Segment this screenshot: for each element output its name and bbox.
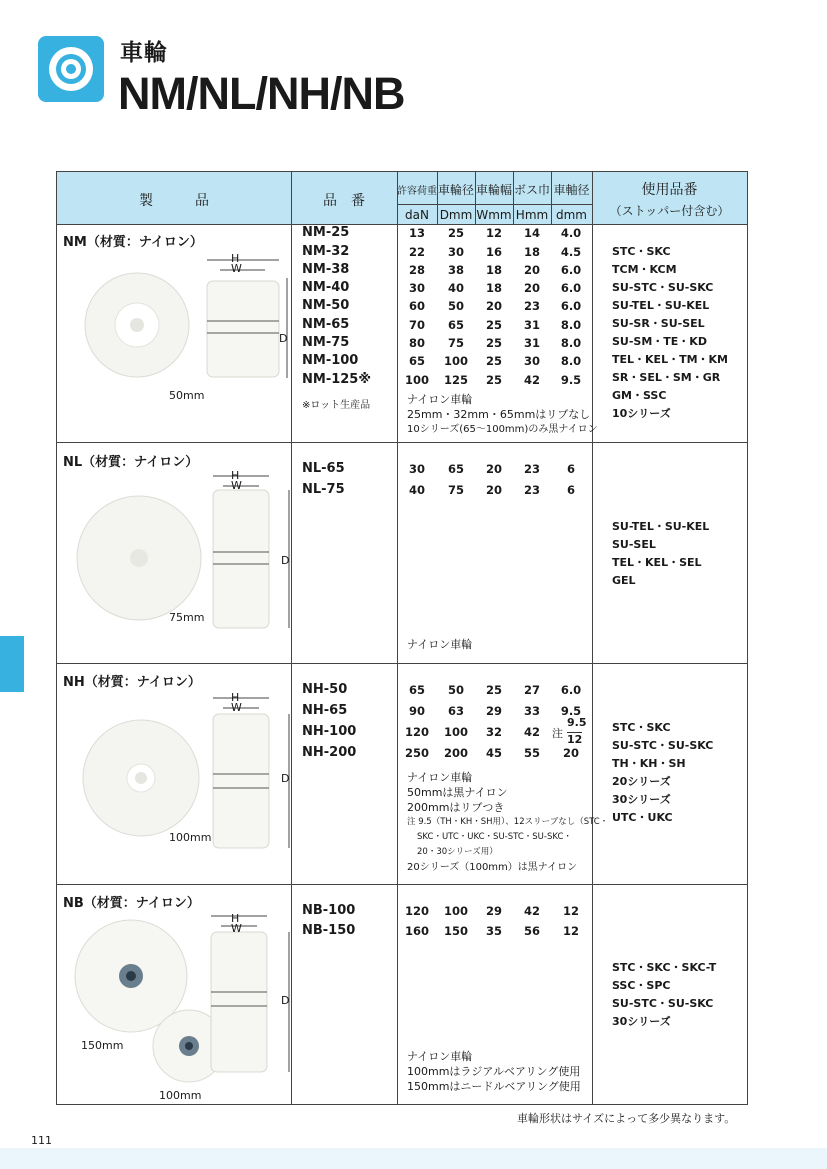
w-cell: 18 bbox=[485, 281, 502, 295]
section-title: NH（材質：ナイロン） bbox=[63, 675, 201, 690]
load-cell: 70 bbox=[408, 318, 425, 332]
page-footer-bar bbox=[0, 1148, 827, 1169]
header-boss-width: ボス巾 bbox=[513, 183, 550, 197]
page-title: NM/NL/NH/NB bbox=[118, 68, 405, 119]
axle-cell: 12 bbox=[562, 904, 579, 918]
axle-cell: 6.0 bbox=[560, 683, 582, 697]
model-cell: NH-200 bbox=[302, 745, 357, 760]
h-cell: 14 bbox=[523, 226, 540, 240]
axle-cell: 9.5 bbox=[560, 373, 582, 387]
size-label: 150mm bbox=[81, 1039, 124, 1052]
w-cell: 12 bbox=[485, 226, 502, 240]
w-cell: 25 bbox=[485, 373, 502, 387]
model-cell: NM-25 bbox=[302, 225, 350, 240]
axle-note-mark: 注 bbox=[552, 727, 563, 740]
axle-cell: 20 bbox=[562, 746, 579, 760]
d-cell: 100 bbox=[443, 725, 468, 739]
model-cell: NL-75 bbox=[302, 482, 345, 497]
axle-cell-a: 9.5 bbox=[567, 716, 587, 729]
h-cell: 42 bbox=[523, 373, 540, 387]
size-label: 50mm bbox=[169, 389, 205, 402]
w-cell: 25 bbox=[485, 336, 502, 350]
d-cell: 125 bbox=[443, 373, 468, 387]
axle-cell: 4.0 bbox=[560, 226, 582, 240]
w-cell: 29 bbox=[485, 704, 502, 718]
d-cell: 75 bbox=[447, 483, 464, 497]
load-cell: 80 bbox=[408, 336, 425, 350]
h-cell: 20 bbox=[523, 263, 540, 277]
model-cell: NM-100 bbox=[302, 353, 359, 368]
load-cell: 28 bbox=[408, 263, 425, 277]
load-cell: 60 bbox=[408, 299, 425, 313]
dim-w: W bbox=[231, 262, 242, 275]
note-block: ナイロン車輪 bbox=[407, 638, 473, 651]
model-cell: NM-65 bbox=[302, 317, 350, 332]
h-cell: 30 bbox=[523, 354, 540, 368]
load-cell: 13 bbox=[408, 226, 425, 240]
usage-list: STC・SKC SU-STC・SU-SKC TH・KH・SH 20シリーズ 30シリーズ UTC・UKC bbox=[612, 721, 714, 824]
w-cell: 32 bbox=[485, 725, 502, 739]
w-cell: 25 bbox=[485, 354, 502, 368]
dim-w: W bbox=[231, 479, 242, 492]
h-cell: 18 bbox=[523, 245, 540, 259]
w-cell: 29 bbox=[485, 904, 502, 918]
section-title: NB（材質：ナイロン） bbox=[63, 896, 200, 911]
axle-cell: 6 bbox=[566, 483, 575, 497]
axle-cell: 6.0 bbox=[560, 299, 582, 313]
model-cell: NM-125※ bbox=[302, 372, 371, 387]
d-cell: 50 bbox=[447, 299, 464, 313]
wheel-logo-icon bbox=[38, 36, 104, 102]
section-title: NL（材質：ナイロン） bbox=[63, 455, 199, 470]
h-cell: 55 bbox=[523, 746, 540, 760]
d-cell: 65 bbox=[447, 318, 464, 332]
d-cell: 25 bbox=[447, 226, 464, 240]
axle-cell: 12 bbox=[562, 924, 579, 938]
dim-d: D bbox=[281, 772, 290, 785]
load-cell: 120 bbox=[404, 904, 429, 918]
header-load: 許容荷重 bbox=[397, 186, 437, 197]
h-cell: 42 bbox=[523, 725, 540, 739]
nh-wheel-image bbox=[75, 692, 295, 852]
load-cell: 90 bbox=[408, 704, 425, 718]
load-cell: 65 bbox=[408, 354, 425, 368]
model-cell: NM-40 bbox=[302, 280, 350, 295]
header-wheel-width: 車輪幅 bbox=[475, 183, 512, 197]
dim-w: W bbox=[231, 701, 242, 714]
model-cell: NH-100 bbox=[302, 724, 357, 739]
load-cell: 250 bbox=[404, 746, 429, 760]
load-cell: 120 bbox=[404, 725, 429, 739]
w-cell: 20 bbox=[485, 299, 502, 313]
axle-cell-b: 12 bbox=[567, 733, 583, 746]
load-cell: 30 bbox=[408, 462, 425, 476]
header-usage-sub: （ストッパー付含む） bbox=[609, 204, 730, 218]
unit-d: Dmm bbox=[439, 208, 473, 222]
d-cell: 100 bbox=[443, 904, 468, 918]
header-axle-dia: 車軸径 bbox=[553, 183, 590, 197]
w-cell: 25 bbox=[485, 683, 502, 697]
axle-cell: 4.5 bbox=[560, 245, 582, 259]
d-cell: 50 bbox=[447, 683, 464, 697]
size-label: 75mm bbox=[169, 611, 205, 624]
size-label-2: 100mm bbox=[159, 1089, 202, 1102]
d-cell: 63 bbox=[447, 704, 464, 718]
load-cell: 30 bbox=[408, 281, 425, 295]
w-cell: 16 bbox=[485, 245, 502, 259]
d-cell: 40 bbox=[447, 281, 464, 295]
h-cell: 20 bbox=[523, 281, 540, 295]
h-cell: 23 bbox=[523, 462, 540, 476]
dim-h: H bbox=[231, 469, 240, 482]
footnote: 車輪形状はサイズによって多少異なります。 bbox=[517, 1112, 736, 1125]
w-cell: 25 bbox=[485, 318, 502, 332]
dim-w: W bbox=[231, 922, 242, 935]
w-cell: 18 bbox=[485, 263, 502, 277]
usage-list: STC・SKC・SKC-T SSC・SPC SU-STC・SU-SKC 30シリーズ bbox=[612, 961, 717, 1028]
axle-cell: 6.0 bbox=[560, 263, 582, 277]
header-usage: 使用品番 bbox=[641, 182, 698, 198]
size-label: 100mm bbox=[169, 831, 212, 844]
dim-h: H bbox=[231, 252, 240, 265]
header-wheel-dia: 車輪径 bbox=[437, 183, 474, 197]
model-cell: NB-150 bbox=[302, 923, 356, 938]
note-block: ナイロン車輪 100mmはラジアルベアリング使用 150mmはニードルベアリング使用 bbox=[407, 1050, 581, 1093]
d-cell: 75 bbox=[447, 336, 464, 350]
note-block: ナイロン車輪 50mmは黒ナイロン 200mmはリブつき 注 9.5（TH・KH・SH用）、12スリーブなし（STC・ SKC・UTC・UKC・SU-STC・SU-SKC・ 20・30シリーズ用） 20シリーズ（100mm）は黒ナイロン bbox=[407, 771, 609, 873]
load-cell: 100 bbox=[404, 373, 429, 387]
axle-cell: 6 bbox=[566, 462, 575, 476]
d-cell: 38 bbox=[447, 263, 464, 277]
nm-wheel-image bbox=[75, 248, 295, 408]
load-cell: 40 bbox=[408, 483, 425, 497]
side-tab bbox=[0, 636, 24, 692]
axle-cell: 9.5 bbox=[560, 704, 582, 718]
dim-d: D bbox=[279, 332, 288, 345]
note-block: ナイロン車輪 25mm・32mm・65mmはリブなし 10シリーズ(65～100mm)のみ黒ナイロン bbox=[407, 393, 598, 435]
d-cell: 200 bbox=[443, 746, 468, 760]
category-title: 車輪 bbox=[120, 40, 168, 66]
d-cell: 65 bbox=[447, 462, 464, 476]
w-cell: 20 bbox=[485, 483, 502, 497]
header-product: 製 品 bbox=[139, 193, 209, 209]
model-cell: NM-32 bbox=[302, 244, 350, 259]
h-cell: 23 bbox=[523, 299, 540, 313]
axle-cell: 8.0 bbox=[560, 354, 582, 368]
load-cell: 22 bbox=[408, 245, 425, 259]
page-number: 111 bbox=[31, 1134, 52, 1147]
nb-wheel-image bbox=[67, 910, 297, 1095]
unit-w: Wmm bbox=[476, 208, 512, 222]
usage-list: STC・SKC TCM・KCM SU-STC・SU-SKC SU-TEL・SU-KEL SU-SR・SU-SEL SU-SM・TE・KD TEL・KEL・TM・KM SR・SEL・SM・GR GM・SSC 10シリーズ bbox=[612, 245, 728, 420]
h-cell: 42 bbox=[523, 904, 540, 918]
header-model: 品 番 bbox=[323, 193, 365, 209]
w-cell: 20 bbox=[485, 462, 502, 476]
h-cell: 56 bbox=[523, 924, 540, 938]
d-cell: 30 bbox=[447, 245, 464, 259]
axle-cell: 6.0 bbox=[560, 281, 582, 295]
d-cell: 100 bbox=[443, 354, 468, 368]
h-cell: 27 bbox=[523, 683, 540, 697]
section-title: NM（材質：ナイロン） bbox=[63, 235, 203, 250]
dim-h: H bbox=[231, 912, 240, 925]
unit-load: daN bbox=[405, 208, 429, 222]
load-cell: 65 bbox=[408, 683, 425, 697]
axle-cell: 8.0 bbox=[560, 318, 582, 332]
model-cell: NH-65 bbox=[302, 703, 348, 718]
d-cell: 150 bbox=[443, 924, 468, 938]
model-cell: NH-50 bbox=[302, 682, 348, 697]
load-cell: 160 bbox=[404, 924, 429, 938]
model-cell: NM-75 bbox=[302, 335, 350, 350]
model-cell: NM-50 bbox=[302, 298, 350, 313]
h-cell: 31 bbox=[523, 318, 540, 332]
h-cell: 33 bbox=[523, 704, 540, 718]
w-cell: 35 bbox=[485, 924, 502, 938]
h-cell: 31 bbox=[523, 336, 540, 350]
model-cell: NM-38 bbox=[302, 262, 350, 277]
spec-table bbox=[56, 171, 748, 1105]
unit-axle: dmm bbox=[556, 208, 587, 222]
dim-d: D bbox=[281, 554, 290, 567]
dim-d: D bbox=[281, 994, 290, 1007]
unit-h: Hmm bbox=[515, 208, 549, 222]
axle-cell: 8.0 bbox=[560, 336, 582, 350]
usage-list: SU-TEL・SU-KEL SU-SEL TEL・KEL・SEL GEL bbox=[612, 520, 710, 587]
dim-h: H bbox=[231, 691, 240, 704]
h-cell: 23 bbox=[523, 483, 540, 497]
lot-note: ※ロット生産品 bbox=[302, 400, 371, 411]
w-cell: 45 bbox=[485, 746, 502, 760]
nl-wheel-image bbox=[75, 470, 295, 630]
model-cell: NB-100 bbox=[302, 903, 356, 918]
model-cell: NL-65 bbox=[302, 461, 345, 476]
